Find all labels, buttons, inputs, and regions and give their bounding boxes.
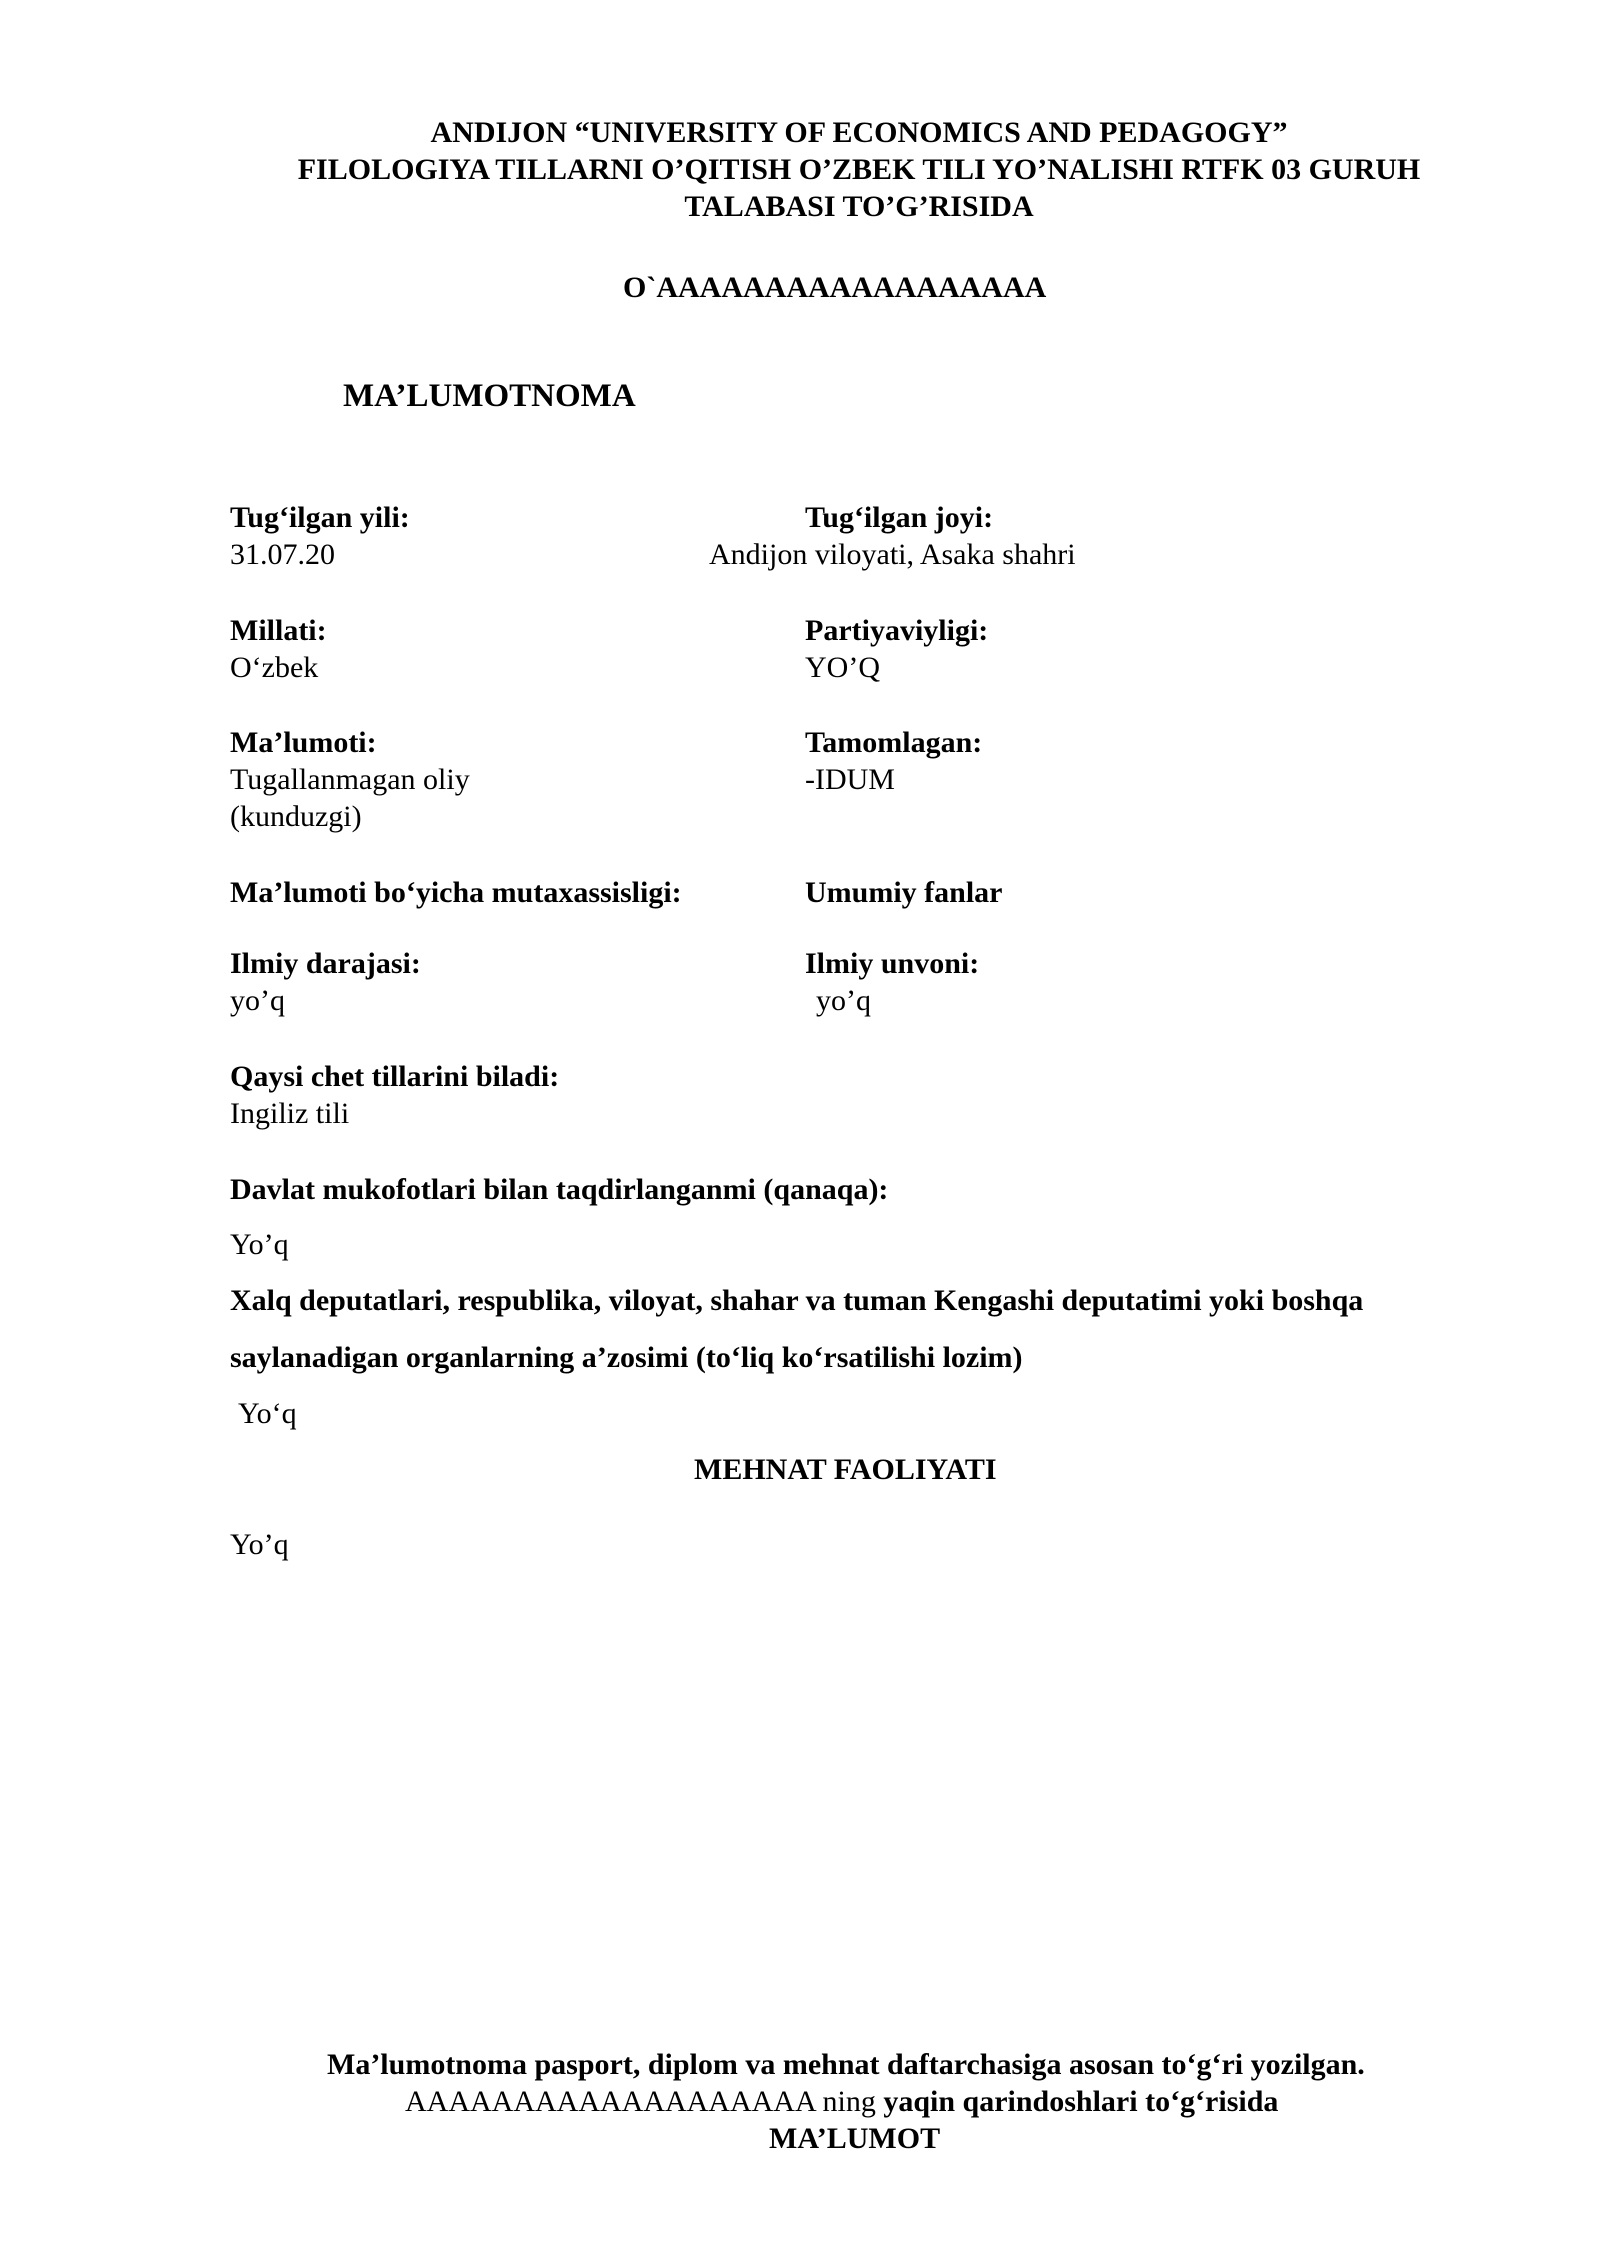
languages-value: Ingiliz tili (230, 1097, 350, 1130)
birth-year-label: Tug‘ilgan yili: (230, 501, 410, 534)
header-line-2: FILOLOGIYA TILLARNI O’QITISH O’ZBEK TILI YO’NALISHI RTFK 03 GURUH (297, 153, 1421, 186)
awards-value: Yo’q (230, 1228, 289, 1261)
document-title: MA’LUMOTNOMA (343, 378, 636, 414)
footer-title: MA’LUMOT (769, 2122, 941, 2155)
header-line-1: ANDIJON “UNIVERSITY OF ECONOMICS AND PEDAGOGY” (430, 116, 1288, 149)
education-value-line2: (kunduzgi) (230, 800, 362, 833)
languages-label: Qaysi chet tillarini biladi: (230, 1060, 560, 1093)
nationality-value: O‘zbek (230, 651, 319, 684)
academic-title-label: Ilmiy unvoni: (805, 947, 980, 980)
header-line-3: TALABASI TO’G’RISIDA (684, 190, 1034, 223)
party-value: YO’Q (805, 651, 880, 684)
work-section-title: MEHNAT FAOLIYATI (694, 1453, 997, 1486)
graduated-label: Tamomlagan: (805, 726, 983, 759)
footer-relatives-line (405, 2085, 1278, 2119)
academic-title-value: yo’q (816, 984, 871, 1017)
education-label: Ma’lumoti: (230, 726, 377, 759)
nationality-label: Millati: (230, 614, 327, 647)
footer-note: Ma’lumotnoma pasport, diplom va mehnat daftarchasiga asosan to‘g‘ri yozilgan. (327, 2048, 1365, 2081)
footer-ning: ning (814, 2085, 884, 2118)
work-section-value: Yo’q (230, 1528, 289, 1561)
degree-value: yo’q (230, 984, 285, 1017)
education-value-line1: Tugallanmagan oliy (230, 763, 470, 796)
footer-relatives-text: yaqin qarindoshlari to‘g‘risida (883, 2085, 1279, 2118)
deputy-label-line1: Xalq deputatlari, respublika, viloyat, shahar va tuman Kengashi deputatimi yoki boshqa (230, 1284, 1364, 1317)
party-label: Partiyaviyligi: (805, 614, 989, 647)
specialty-value: Umumiy fanlar (805, 876, 1003, 909)
student-name: O`AAAAAAAAAAAAAAAAAA (623, 271, 1047, 304)
birth-place-value: Andijon viloyati, Asaka shahri (709, 538, 1076, 571)
birth-year-value: 31.07.20 (230, 538, 335, 571)
birth-place-label: Tug‘ilgan joyi: (805, 501, 994, 534)
graduated-value: -IDUM (805, 763, 895, 796)
specialty-label: Ma’lumoti bo‘yicha mutaxassisligi: (230, 876, 682, 909)
deputy-value: Yo‘q (238, 1397, 297, 1430)
degree-label: Ilmiy darajasi: (230, 947, 421, 980)
footer-student-name: AAAAAAAAAAAAAAAAAAA (405, 2085, 815, 2118)
awards-label: Davlat mukofotlari bilan taqdirlanganmi (qanaqa): (230, 1173, 889, 1206)
deputy-label-line2: saylanadigan organlarning a’zosimi (to‘liq ko‘rsatilishi lozim) (230, 1341, 1023, 1374)
